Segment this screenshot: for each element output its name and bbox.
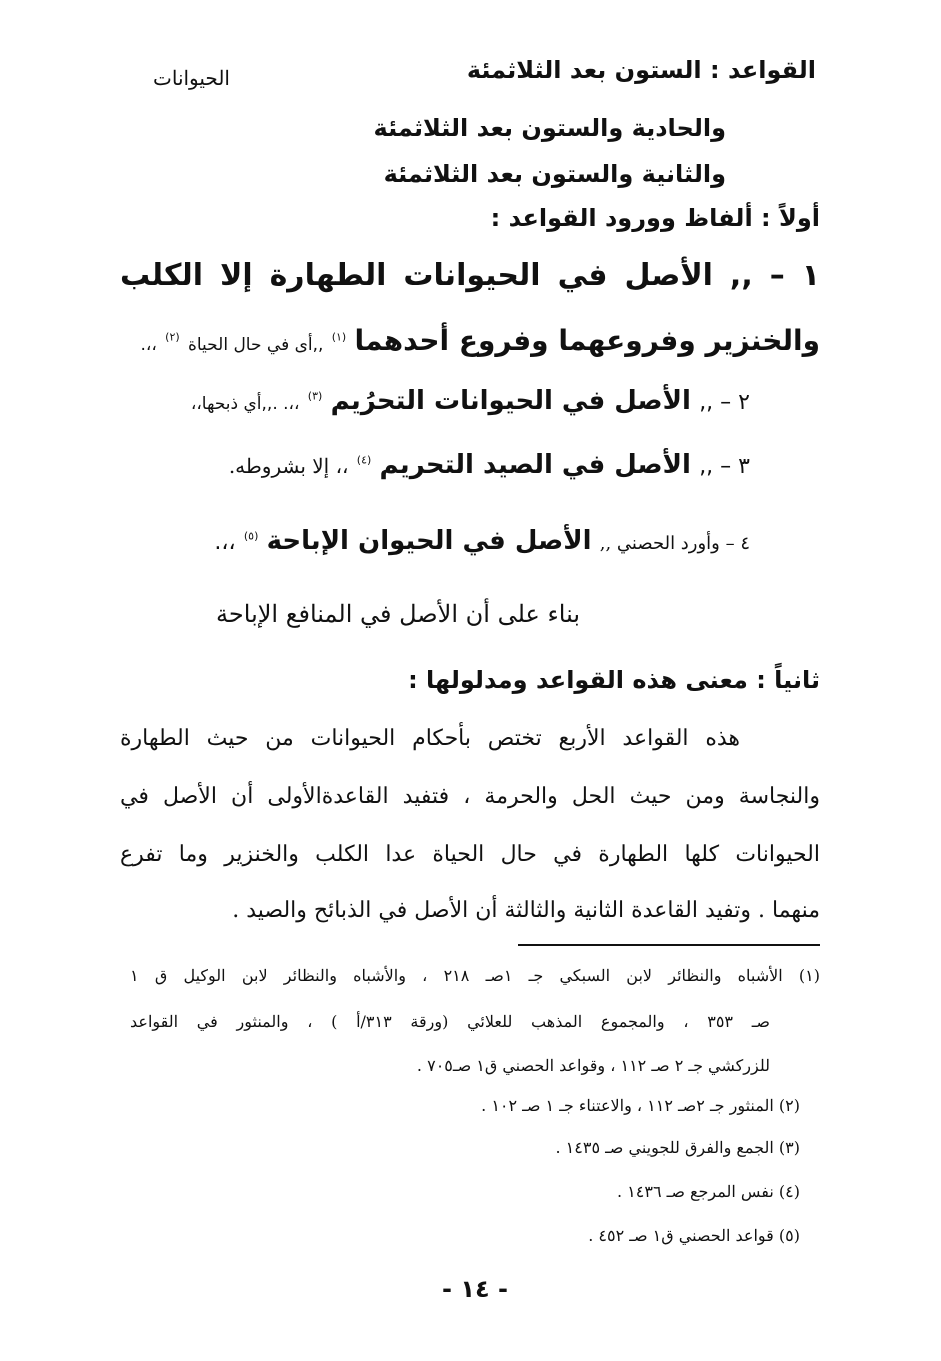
chapter-title-line3: والثانية والستون بعد الثلاثمئة xyxy=(383,160,726,188)
section-heading-wording: أولاً : ألفاظ وورود القواعد : xyxy=(490,204,820,232)
rule-4-line xyxy=(175,526,750,556)
meaning-paragraph-line-1: هذه القواعد الأربع تختص بأحكام الحيوانات من حيث الطهارة xyxy=(120,726,740,751)
footnote-2: (٢) المنثور جـ ٢صـ ١١٢ ، والاعتناء جـ ١ صـ ١٠٢ . xyxy=(481,1096,800,1115)
rule-4-closing: ،،. xyxy=(214,530,236,555)
rule-3-bold-text: الأصل في الصيد التحريم xyxy=(379,450,691,480)
footnote-ref-3[interactable]: (٣) xyxy=(307,389,323,403)
meaning-paragraph-line-2: والنجاسة ومن حيث الحل والحرمة ، فتفيد القاعدةالأولى أن الأصل في xyxy=(120,784,820,809)
rule-4-basis: بناء على أن الأصل في المنافع الإباحة xyxy=(216,600,580,628)
rule-2-bold-text: الأصل في الحيوانات التحرُيم xyxy=(330,386,691,416)
rule-3-number: ٣ – ,, xyxy=(699,454,750,479)
footnote-ref-2[interactable]: (٢) xyxy=(165,330,180,344)
footnote-ref-4[interactable]: (٤) xyxy=(356,453,372,467)
rule-4-number: ٤ – وأورد الحصني ,, xyxy=(599,533,750,554)
footnote-1-line-3: للزركشي جـ ٢ صـ ١١٢ ، وقواعد الحصني ق١ صـ٧٠٥ . xyxy=(416,1056,770,1075)
footnote-divider xyxy=(518,944,820,946)
meaning-paragraph-line-4: منهما . وتفيد القاعدة الثانية والثالثة أن الأصل في الذبائح والصيد . xyxy=(232,898,820,923)
rule-1-closing: ،،. xyxy=(140,335,157,355)
rule-1-line-2 xyxy=(140,324,820,357)
rule-3-line xyxy=(200,450,750,480)
footnote-5: (٥) قواعد الحصني ق١ صـ ٤٥٢ . xyxy=(588,1226,800,1245)
rule-1-line-1: ١ – ,, الأصل في الحيوانات الطهارة إلا الكلب xyxy=(120,258,820,293)
rule-1-bold-text: والخنزير وفروعهما وفروع أحدهما xyxy=(354,324,820,357)
section-heading-meaning: ثانياً : معنى هذه القواعد ومدلولها : xyxy=(408,666,820,694)
rule-4-bold-text: الأصل في الحيوان الإباحة xyxy=(266,526,592,556)
rule-1-explanation: ,,أى في حال الحياة xyxy=(187,335,324,355)
rule-2-number: ٢ – ,, xyxy=(699,390,750,415)
footnote-ref-1[interactable]: (١) xyxy=(331,330,347,344)
rule-2-explanation: ،،. .,,أي ذبحها،، xyxy=(190,394,300,414)
chapter-title-line1: القواعد : الستون بعد الثلاثمئة xyxy=(466,56,816,84)
rule-3-condition: ،، إلا بشروطه. xyxy=(228,454,349,478)
footnote-4: (٤) نفس المرجع صـ ١٤٣٦ . xyxy=(617,1182,800,1201)
rule-2-line xyxy=(150,386,750,416)
running-header-topic: الحيوانات xyxy=(153,66,230,90)
footnote-1-line-2: صـ ٣٥٣ ، والمجموع المذهب للعلائي (ورقة ٣١٣/أ ) ، والمنثور في القواعد xyxy=(130,1012,771,1031)
page-number: - ١٤ - xyxy=(442,1275,508,1303)
chapter-title-line2: والحادية والستون بعد الثلاثمئة xyxy=(373,114,726,142)
meaning-paragraph-line-3: الحيوانات كلها الطهارة في حال الحياة عدا الكلب والخنزير وما تفرع xyxy=(120,842,820,867)
footnote-3: (٣) الجمع والفرق للجويني صـ ١٤٣٥ . xyxy=(555,1138,800,1157)
footnote-ref-5[interactable]: (٥) xyxy=(243,529,259,543)
footnote-1-line-1: (١) الأشباه والنظائر لابن السبكي جـ ١صـ ٢١٨ ، والأشباه والنظائر لابن الوكيل ق ١ xyxy=(130,966,821,985)
